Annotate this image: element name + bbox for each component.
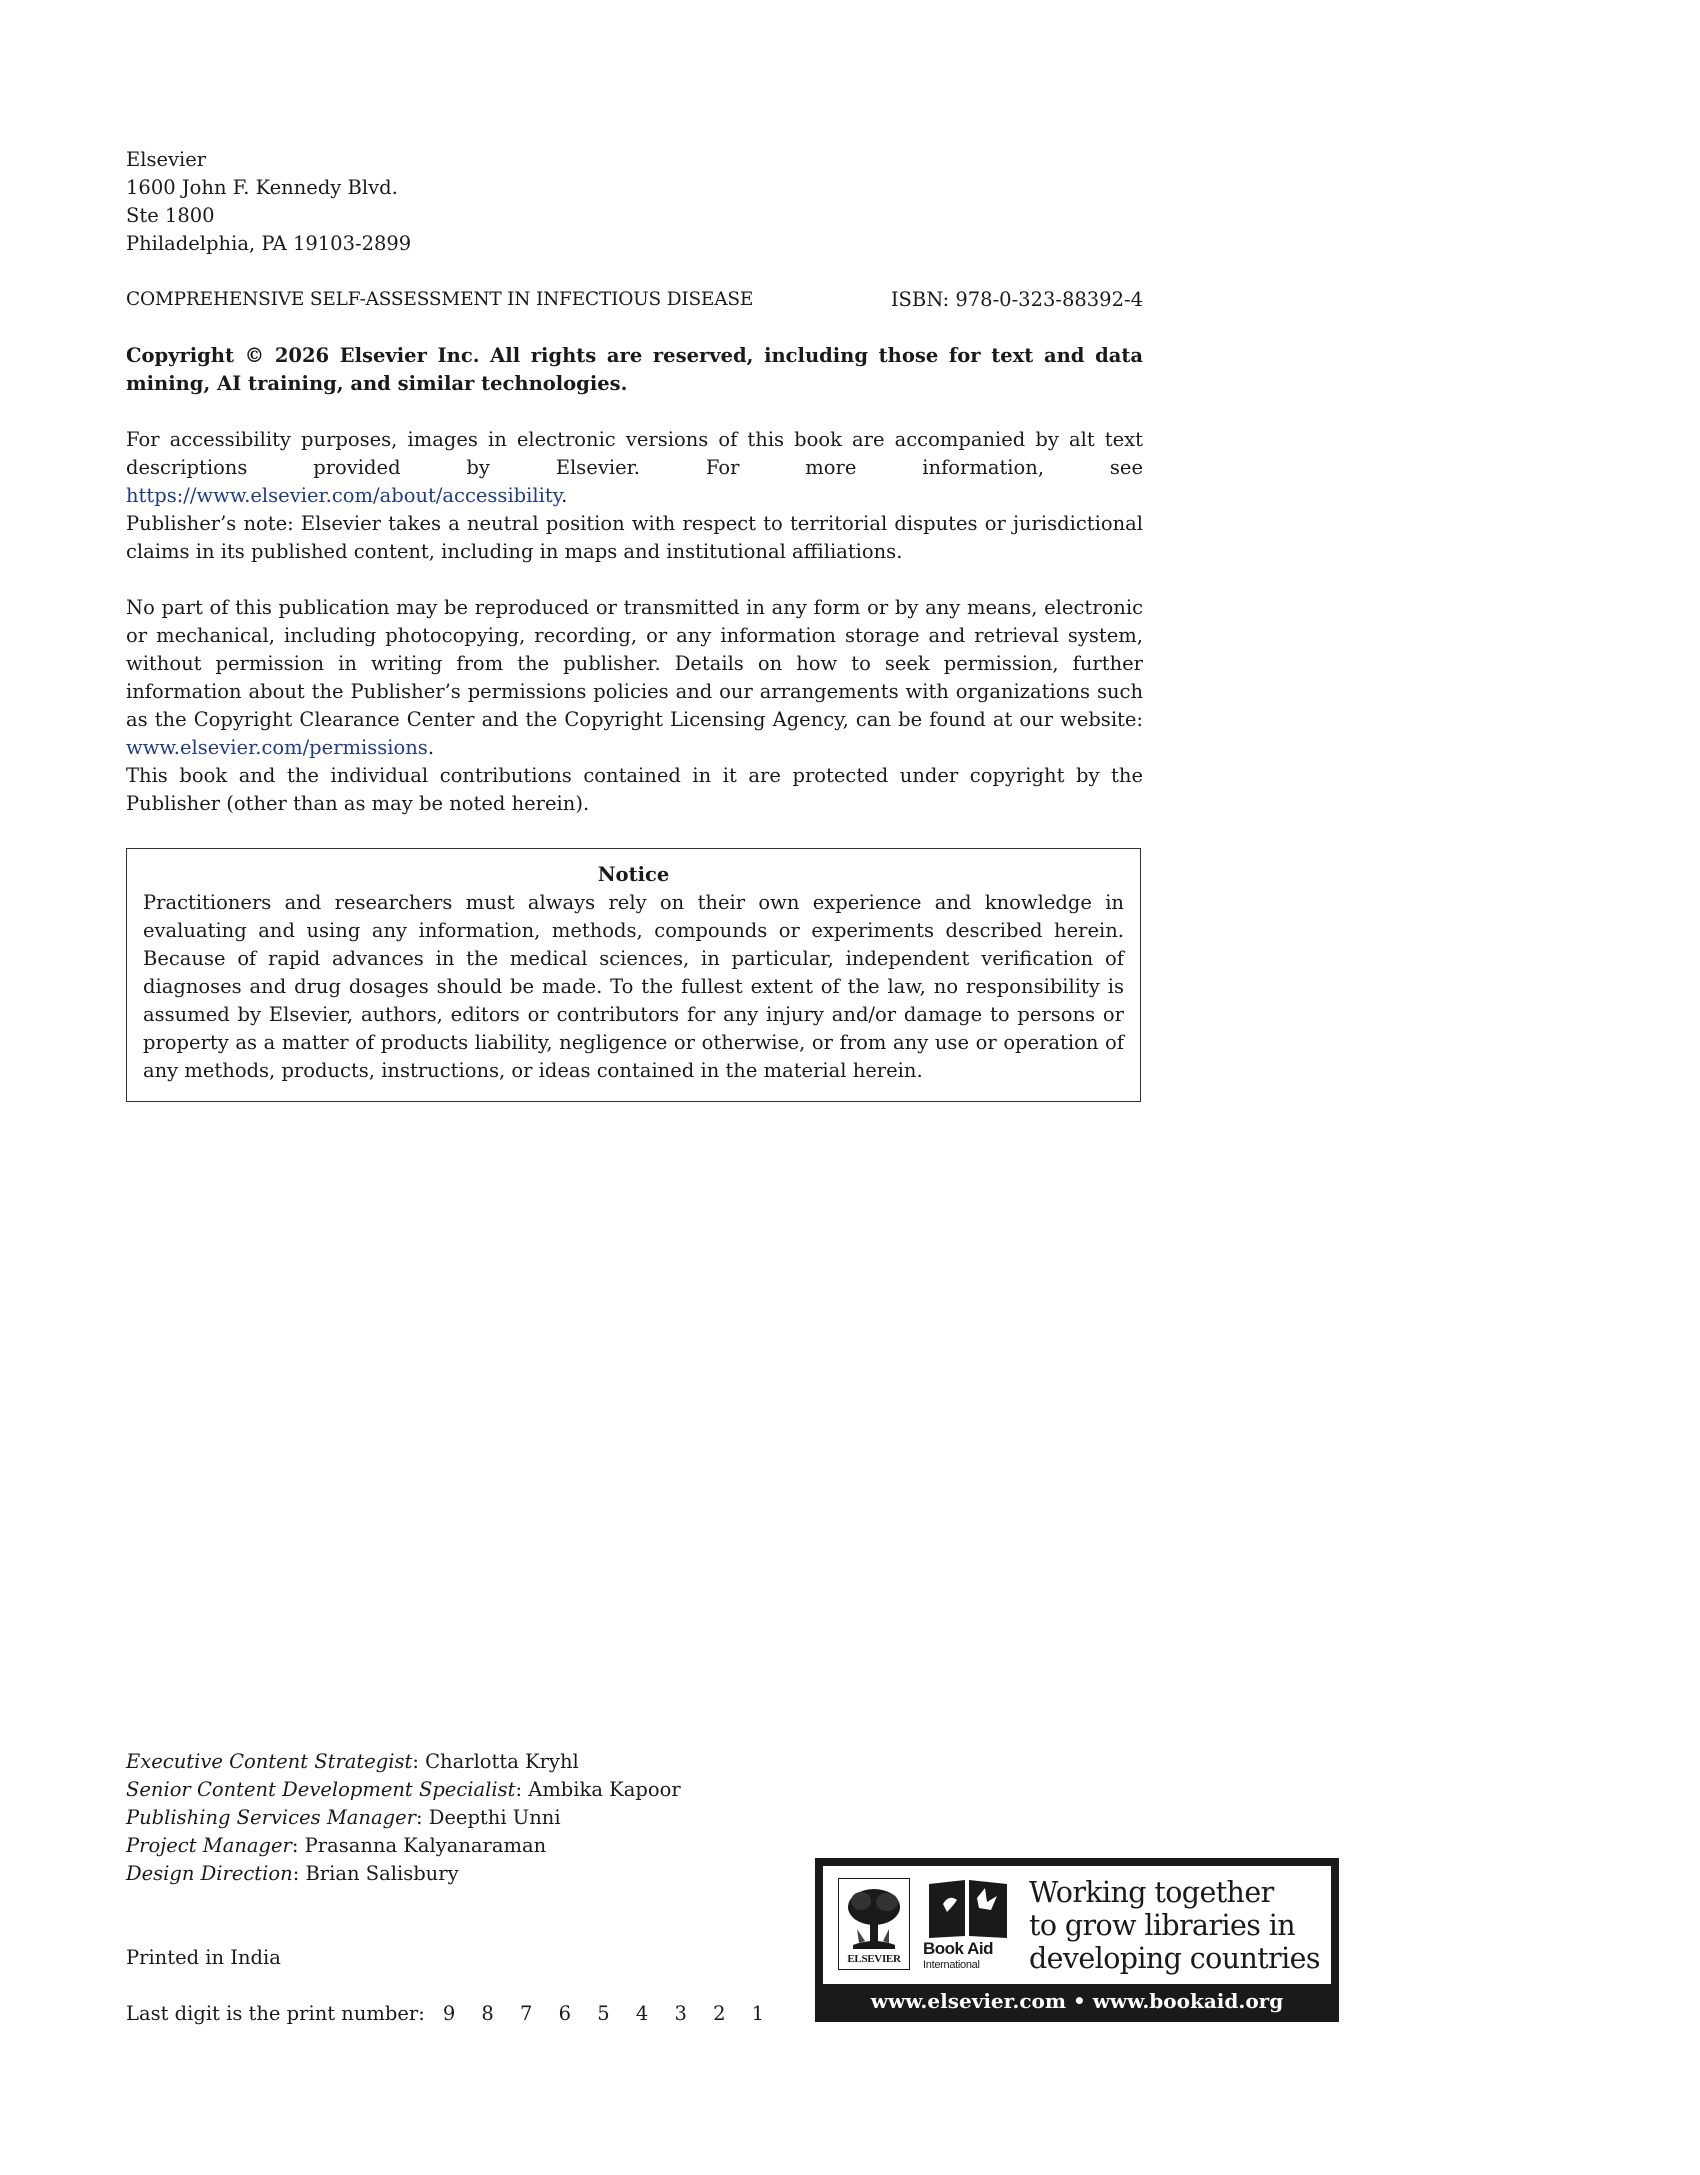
notice-box: [126, 848, 1141, 1102]
credit-role: Executive Content Strategist: [126, 1750, 413, 1773]
book-title: COMPREHENSIVE SELF-ASSESSMENT IN INFECTIOUS DISEASE: [126, 289, 754, 310]
copyright-notice: Copyright © 2026 Elsevier Inc. All rights are reserved, including those for text and data mining, AI training, and similar technologies.: [126, 344, 1143, 395]
elsevier-tree-icon: [845, 1885, 903, 1949]
notice-title: Notice: [597, 863, 670, 886]
credit-line: Project Manager: Prasanna Kalyanaraman: [126, 1834, 547, 1857]
credit-role: Senior Content Development Specialist: [126, 1778, 516, 1801]
credit-name: Deepthi Unni: [428, 1806, 561, 1829]
protected-paragraph: This book and the individual contributions contained in it are protected under copyright by the Publisher (other than as may be noted herein).: [126, 764, 1143, 815]
book-aid-logo: [923, 1876, 1013, 1976]
credit-role: Project Manager: [126, 1834, 292, 1857]
book-aid-urls: www.elsevier.com • www.bookaid.org: [870, 1989, 1284, 2013]
publishers-note: Publisher’s note: Elsevier takes a neutral position with respect to territorial disputes or jurisdictional claims in its published content, including in maps and institutional affiliations.: [126, 512, 1143, 563]
credit-role: Design Direction: [126, 1862, 293, 1885]
address-line-3: Philadelphia, PA 19103-2899: [126, 232, 412, 255]
permissions-text: No part of this publication may be reproduced or transmitted in any form or by any means, electronic or mechanical, including photocopying, recording, or any information storage and retrieval system, without permission in writing from the publisher. Details on how to seek permission, further information about the Publisher’s permissions policies and our arrangements with organizations such as the Copyright Clearance Center and the Copyright Licensing Agency, can be found at our website:: [126, 596, 1143, 731]
book-aid-slogan: [1029, 1876, 1329, 1975]
book-aid-subtitle: International: [923, 1959, 980, 1971]
print-number-row: [126, 2000, 764, 2028]
accessibility-end: .: [561, 484, 568, 507]
credit-line: Design Direction: Brian Salisbury: [126, 1862, 459, 1885]
address-line-2: Ste 1800: [126, 204, 215, 227]
slogan-line-3: developing countries: [1029, 1942, 1320, 1975]
permissions-paragraph: [126, 594, 1143, 762]
credit-name: Brian Salisbury: [305, 1862, 459, 1885]
elsevier-wordmark: ELSEVIER: [847, 1953, 901, 1965]
title-row: [126, 286, 1143, 314]
permissions-link[interactable]: www.elsevier.com/permissions: [126, 736, 428, 759]
book-aid-icon: [927, 1876, 1009, 1938]
credit-line: Publishing Services Manager: Deepthi Unni: [126, 1806, 561, 1829]
notice-body: Practitioners and researchers must always rely on their own experience and knowledge in evaluating and using any information, methods, compounds or experiments described herein. Because of rapid advances in the medical sciences, in particular, independent verification of diagnoses and drug dosages should be made. To the fullest extent of the law, no responsibility is assumed by Elsevier, authors, editors or contributors for any injury and/or damage to persons or property as a matter of products liability, negligence or otherwise, or from any use or operation of any methods, products, instructions, or ideas contained in the material herein.: [143, 891, 1124, 1082]
credit-line: Executive Content Strategist: Charlotta Kryhl: [126, 1750, 579, 1773]
accessibility-text: For accessibility purposes, images in electronic versions of this book are accompanied by alt text descriptions provided by Elsevier. For more information, see: [126, 428, 1143, 479]
book-aid-name: Book Aid: [923, 1939, 993, 1958]
isbn: ISBN: 978-0-323-88392-4: [890, 288, 1143, 311]
slogan-line-2: to grow libraries in: [1029, 1909, 1296, 1942]
print-number-digits: 9 8 7 6 5 4 3 2 1: [442, 2002, 765, 2025]
credits-list: [126, 1748, 826, 1888]
publisher-name: Elsevier: [126, 148, 207, 171]
accessibility-paragraph: [126, 426, 1143, 510]
book-aid-banner: [815, 1858, 1339, 2022]
address-line-1: 1600 John F. Kennedy Blvd.: [126, 176, 398, 199]
accessibility-link[interactable]: https://www.elsevier.com/about/accessibility: [126, 484, 562, 507]
credit-line: Senior Content Development Specialist: Ambika Kapoor: [126, 1778, 681, 1801]
book-aid-panel: [823, 1866, 1331, 1984]
permissions-end: .: [427, 736, 435, 759]
publisher-address: [126, 146, 726, 258]
elsevier-logo: [838, 1878, 910, 1970]
credit-name: Charlotta Kryhl: [425, 1750, 579, 1773]
printed-in: Printed in India: [126, 1946, 281, 1969]
slogan-line-1: Working together: [1029, 1876, 1274, 1909]
credit-name: Prasanna Kalyanaraman: [304, 1834, 547, 1857]
print-number-label: Last digit is the print number:: [126, 2002, 425, 2025]
credit-role: Publishing Services Manager: [126, 1806, 416, 1829]
credit-name: Ambika Kapoor: [528, 1778, 681, 1801]
